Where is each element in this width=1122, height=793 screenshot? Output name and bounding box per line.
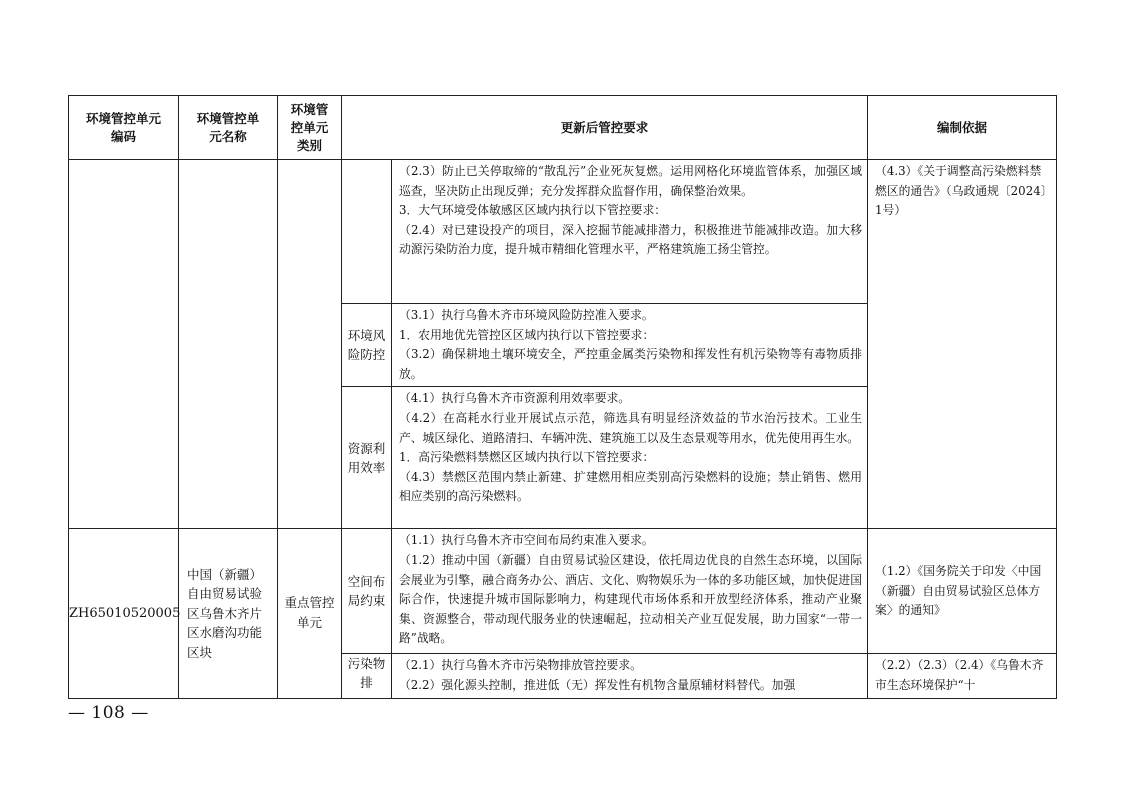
- unit-name: 中国（新疆）自由贸易试验区乌鲁木齐片区水磨沟功能区块: [179, 529, 278, 698]
- category-cell-empty: [342, 160, 392, 304]
- basis-cell: [868, 160, 1057, 529]
- header-unit-name: 环境管控单元名称: [179, 96, 278, 160]
- unit-code-cell-empty: [69, 160, 179, 529]
- requirement-item: （3.1）执行乌鲁木齐市环境风险防控准入要求。: [399, 308, 654, 322]
- header-unit-type: 环境管控单元类别: [278, 96, 342, 160]
- unit-type: 重点管控单元: [278, 529, 342, 698]
- requirement-item: （3.2）确保耕地土壤环境安全，严控重金属类污染物和挥发性有机污染物等有毒物质排放。: [399, 347, 863, 381]
- requirement-item: （1.1）执行乌鲁木齐市空间布局约束准入要求。: [399, 533, 654, 548]
- basis-text: （4.3）《关于调整高污染燃料禁燃区的通告》（乌政通规〔2024〕1号）: [875, 164, 1047, 218]
- unit-name-cell-empty: [179, 160, 278, 529]
- requirement-item: （2.1）执行乌鲁木齐市污染物排放管控要求。: [399, 658, 642, 673]
- requirement-item: 1．农用地优先管控区区域内执行以下管控要求：: [399, 327, 655, 342]
- table-row: [69, 529, 1057, 654]
- pollution-requirements-cell: [392, 654, 868, 698]
- requirement-item: （4.1）执行乌鲁木齐市资源利用效率要求。: [399, 391, 631, 406]
- requirement-item: （1.2）推动中国（新疆）自由贸易试验区建设，依托周边优良的自然生态环境，以国际会展业为引擎，融合商务办公、酒店、文化、购物娱乐为一体的多功能区域，加快促进国际合作，快速提升城市国际影响力，构建现代市场体系和开放型经济体系，推动产业聚集、资源整合，带动现代服务业的快速崛起，拉动相关产业互促发展，助力国家“一带一路”战略。: [399, 552, 863, 646]
- spatial-basis-cell: [868, 529, 1057, 654]
- unit-code: ZH65010520005: [69, 529, 179, 698]
- header-unit-code: 环境管控单元编码: [69, 96, 179, 160]
- resource-requirements-cell: [392, 387, 868, 529]
- header-requirements: 更新后管控要求: [342, 96, 868, 160]
- risk-requirements-cell: [392, 304, 868, 387]
- requirement-item: （2.3）防止已关停取缔的“散乱污”企业死灰复燃。运用网格化环境监管体系，加强区域巡查，坚决防止出现反弹；充分发挥群众监督作用，确保整治效果。: [399, 164, 863, 198]
- basis-text: （1.2）《国务院关于印发〈中国（新疆）自由贸易试验区总体方案〉的通知》: [875, 563, 1042, 618]
- requirement-item: （2.4）对已建设投产的项目，深入挖掘节能减排潜力，积极推进节能减排改造。加大移动源污染防治力度，提升城市精细化管理水平，严格建筑施工扬尘管控。: [399, 222, 863, 257]
- pollution-basis-cell: [868, 654, 1057, 698]
- air-requirements-cell: [392, 160, 868, 304]
- category-pollution-discharge: 污染物排: [342, 654, 392, 698]
- requirement-item: 1．高污染燃料禁燃区区域内执行以下管控要求：: [399, 450, 655, 465]
- control-requirements-table: [68, 95, 1057, 699]
- spatial-requirements-cell: [392, 529, 868, 654]
- requirement-item: （4.3）禁燃区范围内禁止新建、扩建燃用相应类别高污染燃料的设施；禁止销售、燃用相应类别的高污染燃料。: [399, 469, 863, 504]
- category-resource-efficiency: 资源利用效率: [342, 387, 392, 529]
- page-number: — 108 —: [68, 703, 149, 723]
- requirement-item: 3．大气环境受体敏感区区域内执行以下管控要求：: [399, 203, 667, 218]
- category-risk-control: 环境风险防控: [342, 304, 392, 387]
- header-row: [69, 96, 1057, 160]
- category-spatial-layout: 空间布局约束: [342, 529, 392, 654]
- table-row: [69, 160, 1057, 304]
- header-basis: 编制依据: [868, 96, 1057, 160]
- requirement-item: （4.2）在高耗水行业开展试点示范，筛选具有明显经济效益的节水治污技术。工业生产、城区绿化、道路清扫、车辆冲洗、建筑施工以及生态景观等用水，优先使用再生水。: [399, 410, 863, 445]
- requirement-item: （2.2）强化源头控制，推进低（无）挥发性有机物含量原辅材料替代。加强: [399, 677, 796, 692]
- unit-type-cell-empty: [278, 160, 342, 529]
- basis-text: （2.2）（2.3）（2.4）《乌鲁木齐市生态环境保护“十: [875, 658, 1044, 692]
